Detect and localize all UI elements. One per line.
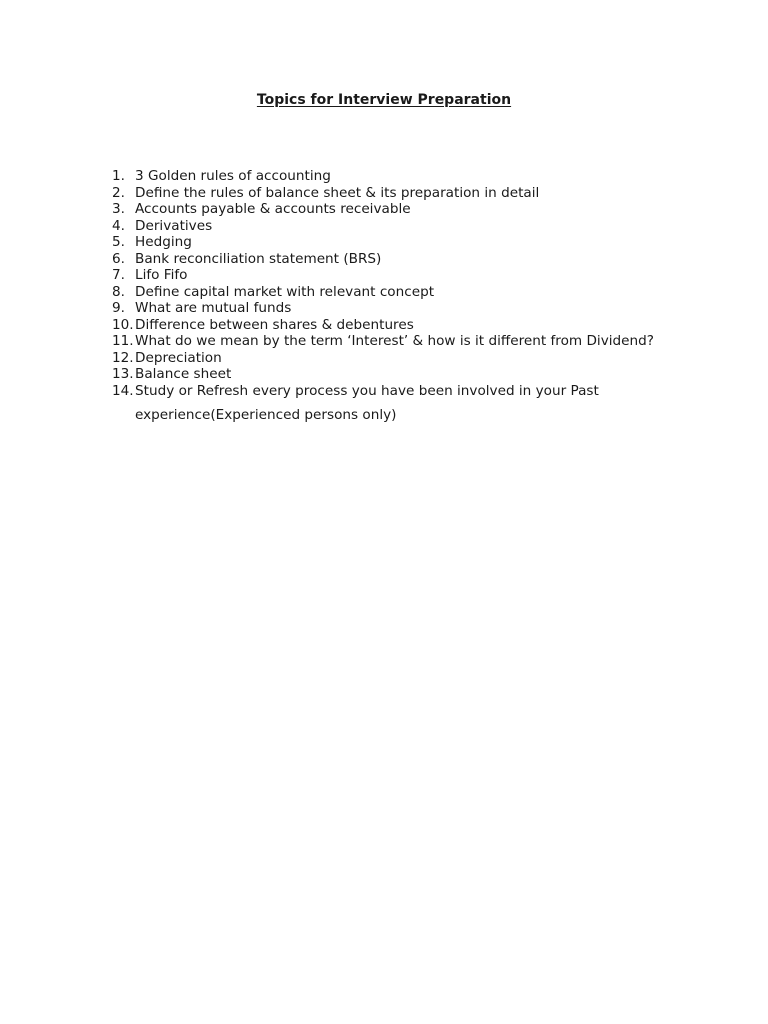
document-title-text: Topics for Interview Preparation: [256, 92, 512, 108]
topic-item-11: [112, 333, 654, 350]
topic-number: 11.: [112, 333, 134, 349]
topic-number: 6.: [112, 250, 125, 267]
topic-text: Define the rules of balance sheet & its preparation in detail: [135, 184, 540, 201]
topic-item-7: [112, 267, 654, 284]
topic-item-10: [112, 317, 654, 334]
topic-text-continuation: experience(Experienced persons only): [135, 407, 397, 423]
topic-item-2: [112, 185, 654, 202]
topic-item-3: [112, 201, 654, 218]
topic-item-1: [112, 168, 654, 185]
topic-number: 3.: [112, 201, 125, 217]
topic-number: 14.: [112, 382, 134, 399]
topic-text: What do we mean by the term ‘Interest’ & how is it different from Dividend?: [135, 333, 654, 349]
topic-text: Accounts payable & accounts receivable: [135, 201, 411, 217]
document-title: [0, 91, 768, 109]
topic-text: Derivatives: [135, 217, 213, 234]
topic-item-4: [112, 218, 654, 235]
topic-number: 1.: [112, 168, 125, 184]
topic-text: Difference between shares & debentures: [135, 316, 414, 333]
topic-number: 4.: [112, 217, 125, 234]
topic-number: 13.: [112, 366, 134, 382]
topic-item-5: [112, 234, 654, 251]
topic-text: Lifo Fifo: [135, 267, 188, 283]
topic-text: Bank reconciliation statement (BRS): [135, 250, 382, 267]
topic-number: 10.: [112, 316, 134, 333]
topic-number: 7.: [112, 267, 125, 283]
topic-item-14: [112, 383, 654, 424]
topic-text: Depreciation: [135, 349, 222, 366]
topic-number: 5.: [112, 234, 125, 250]
topic-text: Hedging: [135, 234, 192, 250]
topic-item-9: [112, 300, 654, 317]
topic-list: [112, 168, 654, 424]
topic-text: What are mutual funds: [135, 300, 292, 316]
topic-number: 2.: [112, 184, 125, 201]
topic-item-8: [112, 284, 654, 301]
topic-item-6: [112, 251, 654, 268]
topic-text: 3 Golden rules of accounting: [135, 168, 331, 184]
topic-text: Balance sheet: [135, 366, 232, 382]
topic-text: Define capital market with relevant concept: [135, 283, 435, 300]
topic-number: 9.: [112, 300, 125, 316]
topic-number: 8.: [112, 283, 125, 300]
topic-item-13: [112, 366, 654, 383]
topic-number: 12.: [112, 349, 134, 366]
topic-text: Study or Refresh every process you have been involved in your Past: [135, 382, 599, 399]
topic-item-12: [112, 350, 654, 367]
